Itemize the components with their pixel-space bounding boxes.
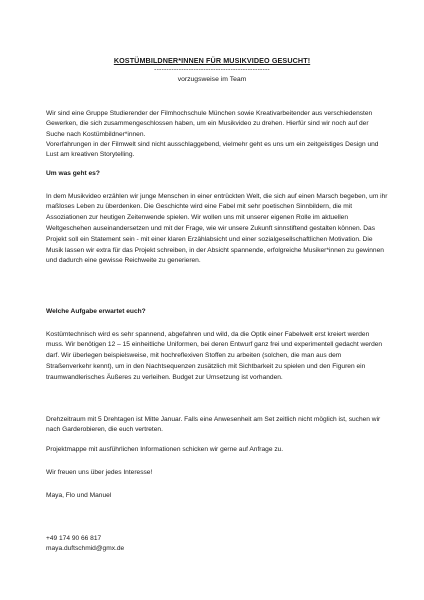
schedule-paragraph: Drehzeitraum mit 5 Drehtagen ist Mitte Januar. Falls eine Anwesenheit am Set zeitlich nicht möglich ist, suchen wir nach Garderobieren, die euch vertreten. [46, 415, 381, 434]
closing-line: Wir freuen uns über jedes Interesse! [46, 468, 153, 476]
experience-paragraph: Vorerfahrungen in der Filmwelt sind nicht ausschlaggebend, vielmehr geht es uns um ein zeitgeistiges Design und Lust am kreativen Storytelling. [46, 140, 379, 159]
about-paragraph: In dem Musikvideo erzählen wir junge Menschen in einer entrückten Welt, die sich auf einen Marsch begeben, um ihr maßloses Leben zu überdenken. Die Geschichte wird eine Fabel mit sehr poetischen Sinnbildern, die mit Assoziationen zur heutigen Zeitenwende spielen. Wir wollen uns mit unserer eigenen Rolle im aktuellen Weltgeschehen auseinandersetzen und mit der Frage, wie wir unsere Zukunft sinnstiftend gestalten können. Das Projekt soll ein Statement sein - mit einer klaren Erzählabsicht und einer sozialgesellschaftlichen Motivation. Die Musik lassen wir extra für das Projekt schreiben, in der Absicht spannende, erfolgreiche Musiker*innen zu gewinnen und dadurch eine gewisse Reichweite zu generieren. [46, 192, 388, 265]
title-rule: ----------------------------------------------- [154, 66, 270, 73]
task-paragraph: Kostümtechnisch wird es sehr spannend, abgefahren und wild, da die Optik einer Fabelwelt erst kreiert werden muss. Wir benötigen 12 – 15 einheitliche Uniformen, bei deren Entwurf ganz frei und experimentell gedacht werden darf. Wir überlegen beispielsweise, mit hochreflexiven Stoffen zu arbeiten (solchen, die man aus dem Straßenverkehr kennt), um in den Nachtsequenzen zusätzlich mit Sichtbarkeit zu spielen und den Figuren ein traumwandlerisches Äußeres zu verleihen. Budget zur Umsetzung ist vorhanden. [46, 330, 383, 381]
task-heading: Welche Aufgabe erwartet euch? [46, 308, 146, 316]
intro-paragraph: Wir sind eine Gruppe Studierender der Filmhochschule München sowie Kreativarbeitender aus verschiedensten Gewerken, die sich zusammengeschlossen haben, um ein Musikvideo zu drehen. Hierfür sind wir noch auf der Suche nach Kostümbildner*innen. [46, 109, 373, 139]
about-heading: Um was geht es? [46, 170, 100, 178]
document-subtitle: vorzugsweise im Team [177, 76, 247, 83]
contact-email: maya.duftschmid@gmx.de [46, 544, 125, 552]
portfolio-paragraph: Projektmappe mit ausführlichen Informationen schicken wir gerne auf Anfrage zu. [46, 445, 284, 453]
signature-line: Maya, Flo und Manuel [46, 491, 112, 499]
contact-phone: +49 174 90 66 817 [46, 534, 102, 542]
document-title: KOSTÜMBILDNER*INNEN FÜR MUSIKVIDEO GESUCHT! [113, 56, 311, 65]
